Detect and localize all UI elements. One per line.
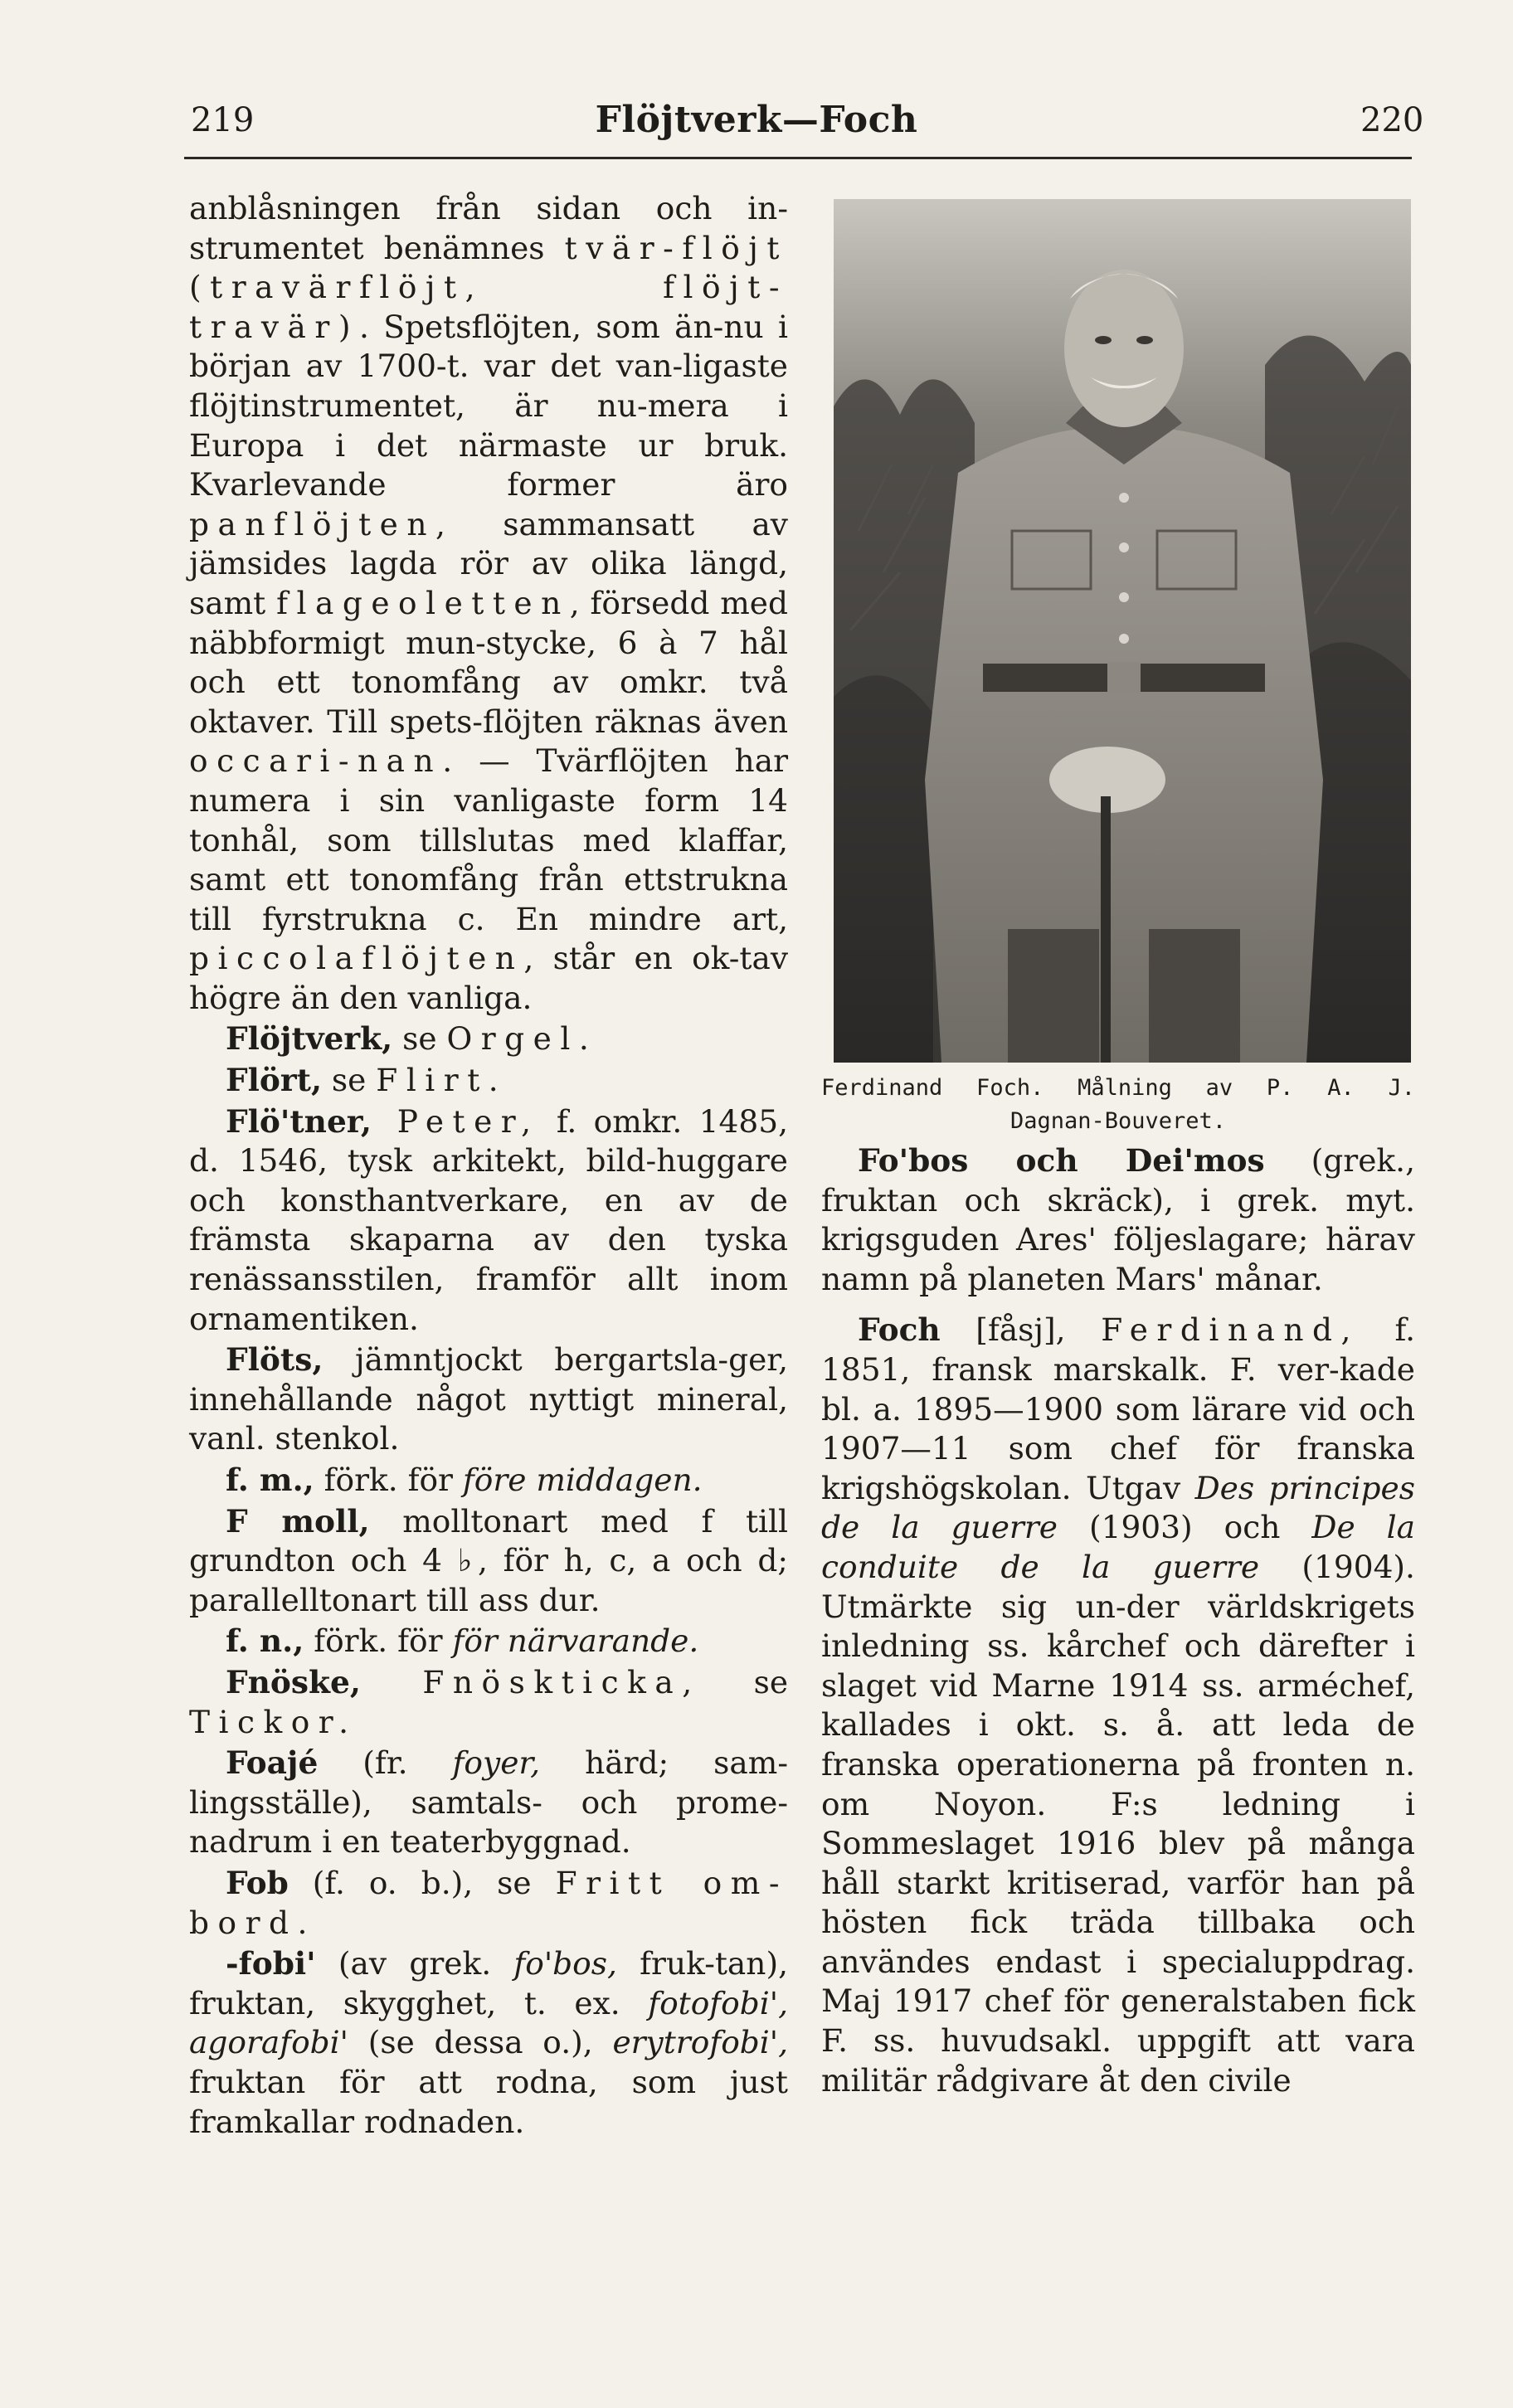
entry-flojtverk: Flöjtverk, se Orgel.: [226, 1020, 598, 1058]
header-rule: [184, 157, 1412, 159]
entry-foaje: Foajé (fr. foyer, härd; sam-lingsställe), samtals- och prome-nadrum i en teaterbyggnad.: [189, 1744, 789, 1861]
entry-fn: f. n., förk. för för närvarande.: [226, 1622, 699, 1660]
page-number-left: 219: [191, 101, 255, 139]
entry-flotner: Flö'tner, Peter, f. omkr. 1485, d. 1546, tysk arkitekt, bild-huggare och konsthantverkare, en av de främsta skaparna av den tyska renässansstilen, framför allt inom ornamentiken.: [189, 1102, 788, 1337]
entry-foch: Foch [fåsj], Ferdinand, f. 1851, fransk marskalk. F. ver-kade bl. a. 1895—1900 som lärare vid och 1907—11 som chef för franska krigshögskolan. Utgav Des principes de la guerre (1903) och De la conduite de la guerre (1904). Utmärkte sig un-der världskrigets inledning ss. kårchef och därefter i slaget vid Marne 1914 ss. arméchef, kallades i okt. s. å. att leda de franska operationerna på fronten n. om Noyon. F:s ledning i Sommeslaget 1916 blev på många håll starkt kritiserad, varför han på hösten fick träda tillbaka och användes endast i specialuppdrag. Maj 1917 chef för generalstaben fick F. ss. huvudsakl. uppgift att vara militär rådgivare åt den civile: [821, 1311, 1416, 2099]
left-column: [189, 189, 788, 2213]
caption-line-2: Dagnan-Bouveret.: [1009, 1108, 1227, 1134]
caption-line-1: Ferdinand Foch. Målning av P. A. J.: [821, 1075, 1415, 1101]
entry-flots: Flöts, jämntjockt bergartsla-ger, innehållande något nyttigt mineral, vanl. stenkol.: [189, 1341, 788, 1457]
entry-flojt-continued: anblåsningen från sidan och in-strumentet benämnes tvär-flöjt (travärflöjt, flöjt-travär). Spetsflöjten, som än-nu i början av 1700-t. var det van-ligaste flöjtinstrumentet, är nu-mera i Europa i det närmaste ur bruk. Kvarlevande former äro panflöjten, sammansatt av jämsides lagda rör av olika längd, samt flageoletten, försedd med näbbformigt mun-stycke, 6 à 7 hål och ett tonomfång av omkr. två oktaver. Till spets-flöjten räknas även occari-nan. — Tvärflöjten har numera i sin vanligaste form 14 tonhål, som tillslutas med klaffar, samt ett tonomfång från ettstrukna till fyrstrukna c. En mindre art, piccolaflöjten, står en ok-tav högre än den vanliga.: [189, 190, 788, 1016]
page-number-right: 220: [1360, 101, 1424, 139]
portrait-photo: [834, 199, 1411, 1063]
entry-fobos: Fo'bos och Dei'mos (grek., fruktan och skräck), i grek. myt. krigsguden Ares' följeslagare; härav namn på planeten Mars' månar.: [821, 1142, 1415, 1297]
entry-flort: Flört, se Flirt.: [226, 1062, 508, 1099]
entry-fmoll: F moll, molltonart med f till grundton och 4 ♭, för h, c, a och d; parallelltonart till ass dur.: [189, 1502, 788, 1618]
entry-fobi: -fobi' (av grek. fo'bos, fruk-tan), fruktan, skygghet, t. ex. fotofobi', agorafobi' (se dessa o.), erytrofobi', fruktan för att rodna, som just framkallar rodnaden.: [189, 1945, 788, 2140]
right-column: [821, 1141, 1415, 2100]
entry-fm: f. m., förk. för före middagen.: [226, 1462, 703, 1498]
entry-fnoske: Fnöske, Fnöskticka, se Tickor.: [189, 1663, 789, 1740]
portrait-illustration: [834, 199, 1411, 1063]
entry-fob: Fob (f. o. b.), se Fritt om-bord.: [189, 1864, 788, 1941]
running-head: Flöjtverk—Foch: [595, 99, 918, 141]
photo-caption: [821, 1072, 1415, 1138]
